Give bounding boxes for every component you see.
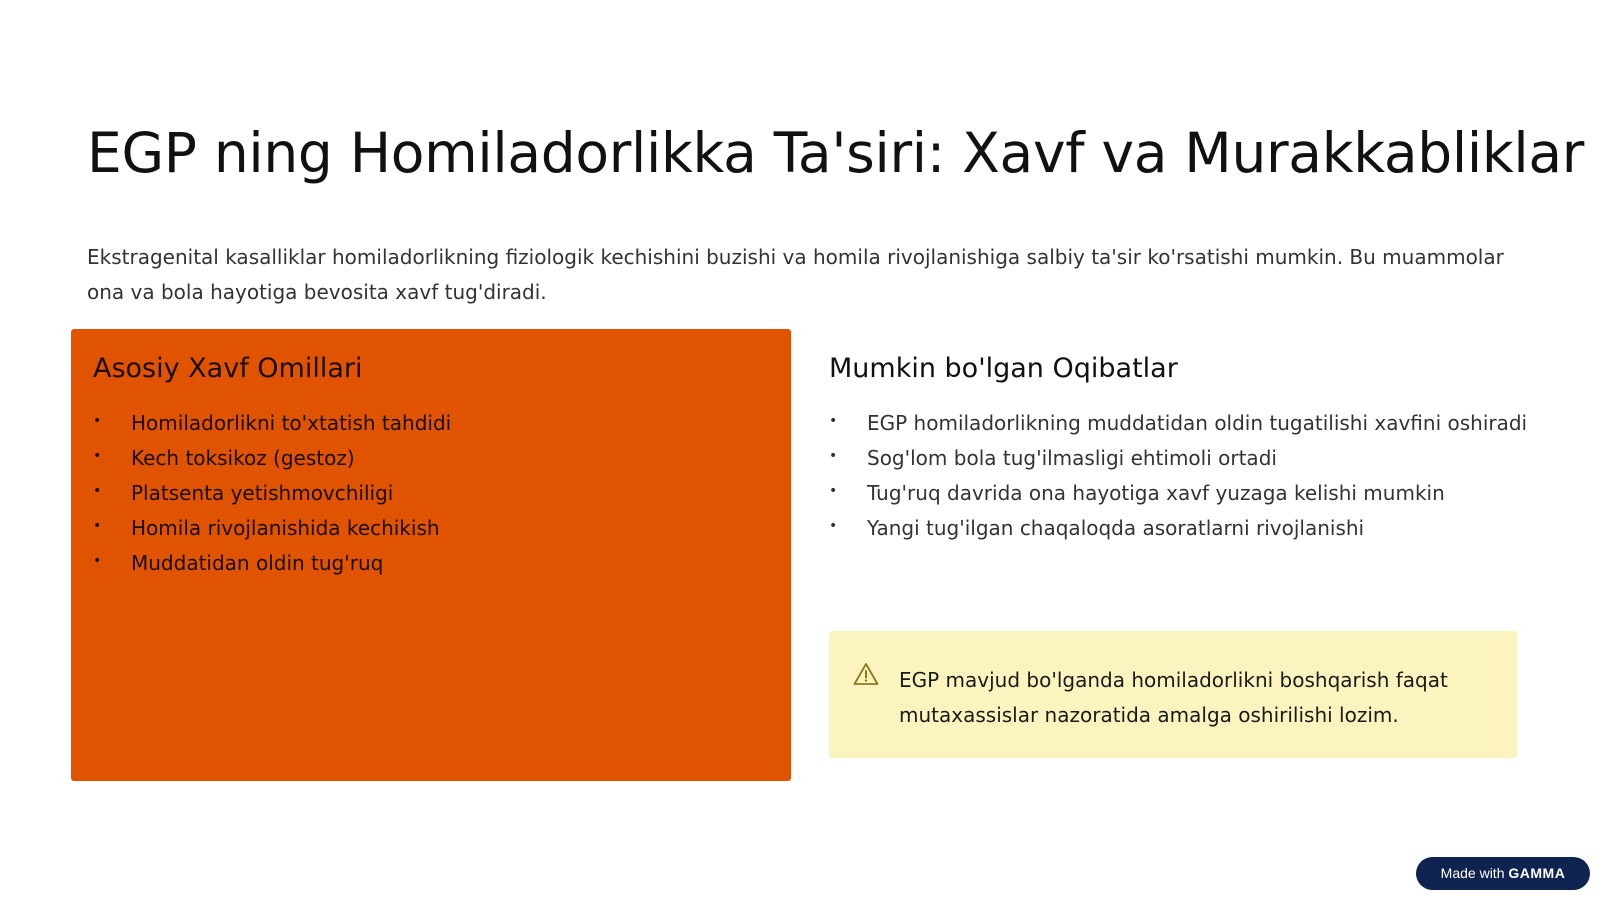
bullet-icon: • bbox=[93, 413, 102, 430]
intro-paragraph: Ekstragenital kasalliklar homiladorlikning fiziologik kechishini buzishi va homila rivojlanishiga salbiy ta'sir ko'rsatishi mumkin. Bu muammolar ona va bola hayotiga bevosita xavf tug'diradi. bbox=[87, 245, 1504, 304]
consequences-title: Mumkin bo'lgan Oqibatlar bbox=[829, 353, 1178, 384]
warning-callout bbox=[829, 631, 1517, 758]
list-item-text: Homiladorlikni to'xtatish tahdidi bbox=[131, 411, 452, 436]
list-item bbox=[829, 441, 1529, 476]
bullet-icon: • bbox=[829, 448, 838, 465]
bullet-icon: • bbox=[93, 518, 102, 535]
warning-icon bbox=[853, 662, 879, 686]
list-item-text: EGP homiladorlikning muddatidan oldin tugatilishi xavfini oshiradi bbox=[867, 411, 1528, 436]
list-item-text: Platsenta yetishmovchiligi bbox=[131, 481, 394, 506]
list-item-text: Muddatidan oldin tug'ruq bbox=[131, 551, 384, 576]
list-item bbox=[829, 406, 1529, 441]
list-item bbox=[93, 511, 769, 546]
risk-factors-title: Asosiy Xavf Omillari bbox=[93, 353, 363, 384]
risk-factors-card bbox=[71, 329, 791, 781]
bullet-icon: • bbox=[93, 553, 102, 570]
bullet-icon: • bbox=[829, 483, 838, 500]
consequences-list bbox=[829, 406, 1529, 546]
bullet-icon: • bbox=[93, 448, 102, 465]
consequences-section bbox=[829, 351, 1529, 546]
list-item bbox=[93, 406, 769, 441]
list-item-text: Kech toksikoz (gestoz) bbox=[131, 446, 355, 471]
list-item bbox=[93, 476, 769, 511]
made-with-gamma-badge[interactable] bbox=[1416, 857, 1590, 890]
bullet-icon: • bbox=[829, 518, 838, 535]
gamma-logo: GAMMA bbox=[1508, 865, 1566, 881]
list-item-text: Homila rivojlanishida kechikish bbox=[131, 516, 440, 541]
slide-title: EGP ning Homiladorlikka Ta'siri: Xavf va Murakkabliklar bbox=[87, 121, 1585, 185]
list-item-text: Sog'lom bola tug'ilmasligi ehtimoli ortadi bbox=[867, 446, 1277, 471]
list-item-text: Tug'ruq davrida ona hayotiga xavf yuzaga kelishi mumkin bbox=[867, 481, 1445, 506]
list-item bbox=[93, 546, 769, 581]
list-item bbox=[93, 441, 769, 476]
bullet-icon: • bbox=[829, 413, 838, 430]
callout-text: EGP mavjud bo'lganda homiladorlikni boshqarish faqat mutaxassislar nazoratida amalga oshirilishi lozim. bbox=[899, 668, 1448, 727]
bullet-icon: • bbox=[93, 483, 102, 500]
risk-factors-list bbox=[93, 406, 769, 581]
list-item bbox=[829, 476, 1529, 511]
list-item bbox=[829, 511, 1529, 546]
badge-prefix: Made with bbox=[1440, 865, 1505, 881]
list-item-text: Yangi tug'ilgan chaqaloqda asoratlarni rivojlanishi bbox=[867, 516, 1365, 541]
